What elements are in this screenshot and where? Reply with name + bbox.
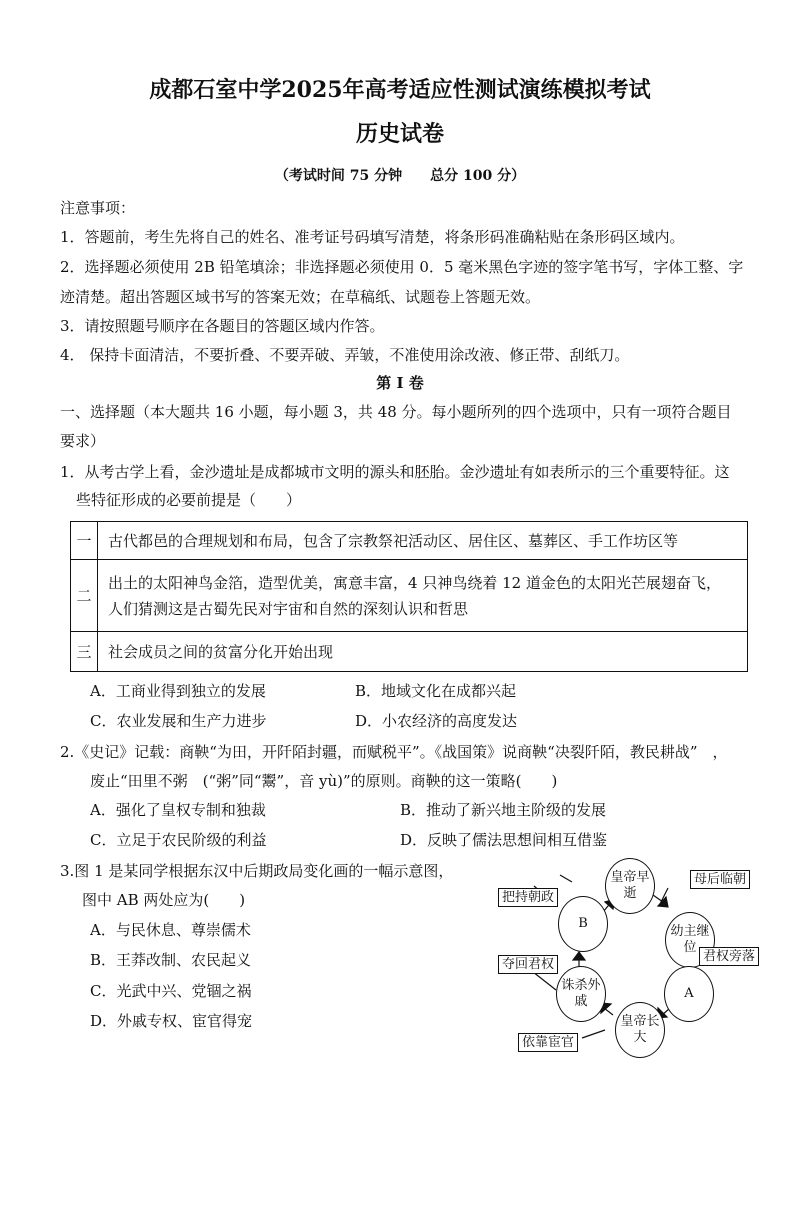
q2-stem: 2.《史记》记载：商鞅“为田，开阡陌封疆，而赋税平”。《战国策》说商鞅“决裂阡陌，教民耕战” ， [60,743,728,761]
q2-stem: 废止“田里不粥 (“粥”同“鬻”，音 yù)”的原则。商鞅的这一策略( ) [90,772,558,790]
subject-title: 历史试卷 [355,121,444,147]
notes-heading: 注意事项： [60,199,136,217]
exam-info: （考试时间 75 分钟 总分 100 分） [274,168,526,184]
callout-rely-eunuchs: 依靠宦官 [518,1033,578,1052]
node-young-ruler: 幼主继位 [665,912,715,968]
q1-option-a: A．工商业得到独立的发展 [90,682,266,700]
note-item: 3．请按照题号顺序在各题目的答题区域内作答。 [60,317,385,335]
q1-table [70,521,748,672]
q3-stem: 图中 AB 两处应为( ) [82,891,246,909]
q3-option-c: C．光武中兴、党锢之祸 [90,982,252,1000]
row-text: 社会成员之间的贫富分化开始出现 [98,632,748,672]
note-item: 2．选择题必须使用 2B 铅笔填涂；非选择题必须使用 0．5 毫米黑色字迹的签字笔书写，字体工整、字 [60,258,744,276]
q1-option-c: C．农业发展和生产力进步 [90,712,267,730]
row-number: 三 [71,632,98,672]
q1-option-b: B．地域文化在成都兴起 [355,682,517,700]
q2-option-d: D．反映了儒法思想间相互借鉴 [400,831,608,849]
node-emperor-dies-young: 皇帝早逝 [605,858,655,914]
section-title: 第 Ⅰ 卷 [376,374,424,392]
section-intro: 一、选择题（本大题共 16 小题，每小题 3，共 48 分。每小题所列的四个选项中，只有一项符合题目 [60,403,732,421]
row-line: 人们猜测这是古蜀先民对宇宙和自然的深刻认识和哲思 [108,599,469,618]
q1-option-d: D．小农经济的高度发达 [355,712,518,730]
node-emperor-grows-up: 皇帝长大 [615,1002,665,1058]
q2-option-a: A．强化了皇权专制和独裁 [90,801,266,819]
callout-power-lost: 君权旁落 [699,947,759,966]
row-number: 二 [71,560,98,632]
q1-stem: 些特征形成的必要前提是（ ） [76,491,302,509]
note-item: 1．答题前，考生先将自己的姓名、准考证号码填写清楚，将条形码准确粘贴在条形码区域内。 [60,228,685,246]
note-item: 迹清楚。超出答题区域书写的答案无效；在草稿纸、试题卷上答题无效。 [60,288,541,306]
table-row [71,560,748,632]
callout-empress-regent: 母后临朝 [690,870,750,889]
row-number: 一 [71,522,98,560]
q3-stem: 3.图 1 是某同学根据东汉中后期政局变化画的一幅示意图， [60,862,454,880]
q3-option-b: B．王莽改制、农民起义 [90,951,252,969]
callout-regain-power: 夺回君权 [498,955,558,974]
q2-option-b: B．推动了新兴地主阶级的发展 [400,801,607,819]
note-item: 4． 保持卡面清洁，不要折叠、不要弄破、弄皱，不准使用涂改液、修正带、刮纸刀。 [60,346,630,364]
section-intro: 要求） [60,432,106,450]
table-row [71,632,748,672]
row-text [98,560,748,632]
q3-option-d: D．外戚专权、宦官得宠 [90,1012,253,1030]
q2-option-c: C．立足于农民阶级的利益 [90,831,267,849]
node-a: A [664,966,714,1022]
exam-title: 成都石室中学2025年高考适应性测试演练模拟考试 [149,77,651,103]
q3-option-a: A．与民休息、尊崇儒术 [90,921,251,939]
row-text: 古代都邑的合理规划和布局，包含了宗教祭祀活动区、居住区、墓葬区、手工作坊区等 [98,522,748,560]
callout-control-court: 把持朝政 [498,888,558,907]
node-kill-consorts: 诛杀外戚 [556,966,606,1022]
politics-cycle-diagram [480,850,790,1060]
table-row [71,522,748,560]
q1-stem: 1．从考古学上看，金沙遗址是成都城市文明的源头和胚胎。金沙遗址有如表所示的三个重要特征。这 [60,463,730,481]
row-line: 出土的太阳神鸟金箔，造型优美，寓意丰富，4 只神鸟绕着 12 道金色的太阳光芒展翅奋飞， [108,573,721,592]
node-b: B [558,896,608,952]
